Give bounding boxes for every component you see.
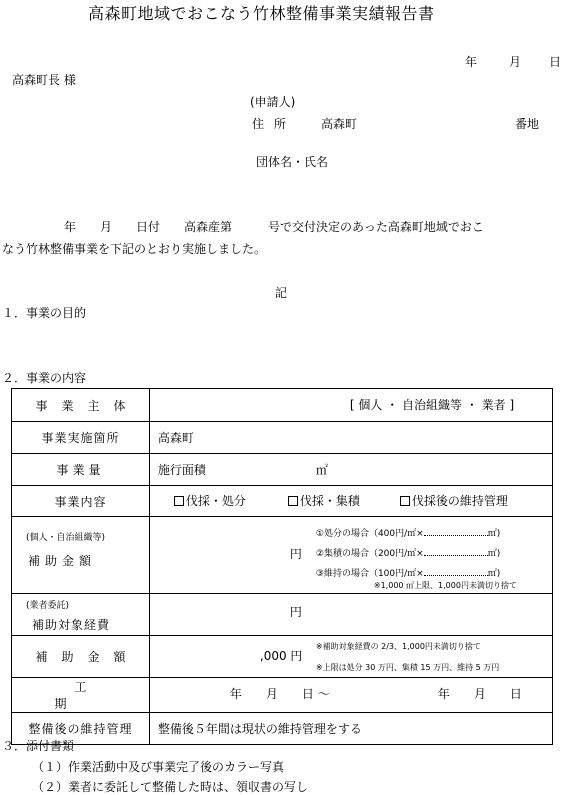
contractor-sublabel: (業者委託): [26, 601, 70, 611]
construction-period-label: 工期: [54, 680, 127, 711]
body-line-2: なう竹林整備事業を下記のとおり実施しました。: [2, 242, 267, 256]
period-end: 年 月 日: [437, 687, 522, 701]
project-location-value: 高森町: [157, 431, 194, 445]
date-day: 日: [549, 55, 561, 69]
applicant-label: (申請人): [250, 95, 296, 109]
row-project-entity: [12, 389, 553, 422]
body-line-1: 年 月 日付 高森産第 号で交付決定のあった高森町地域でおこ: [64, 220, 484, 234]
subsidy-target-expense-label: 補助対象経費: [32, 618, 111, 632]
subsidy-cap-note: ※上限は処分 30 万円、集積 15 万円、維持 5 万円: [315, 663, 500, 672]
area-limit-note: ※1,000 ㎡上限、1,000円未満切り捨て: [373, 581, 517, 590]
attachment-2: （２）業者に委託して整備した時は、領収書の写し: [32, 780, 309, 794]
section-content: ２．事業の内容: [2, 371, 87, 385]
row-construction-period: [12, 678, 553, 713]
case-maintain: ③維持の場合（100円/㎡×: [315, 569, 424, 579]
period-start: 年 月 日 ～: [229, 687, 330, 701]
date-year: 年: [465, 55, 478, 69]
option-cut-dispose: 伐採・処分: [185, 494, 246, 508]
post-maintenance-label: 整備後の維持管理: [12, 713, 150, 745]
checkbox-maintenance[interactable]: [400, 496, 410, 506]
subsidy-amount-value: ,000 円: [259, 649, 303, 663]
project-details-label: 事業内容: [12, 486, 150, 517]
checkbox-cut-collect[interactable]: [288, 496, 298, 506]
option-maintenance: 伐採後の維持管理: [411, 494, 508, 508]
case-dispose: ①処分の場合（400円/㎡×: [315, 529, 424, 539]
subsidy-individual-label: 補助金額: [28, 554, 97, 568]
option-cut-collect: 伐採・集積: [299, 494, 360, 508]
project-volume-label: 事業量: [56, 463, 105, 477]
section-attachments: ３．添付書類: [2, 739, 75, 753]
banchi-label: 番地: [515, 117, 540, 131]
section-purpose: １．事業の目的: [2, 306, 87, 320]
attachment-1: （１）作業活動中及び事業完了後のカラー写真: [32, 760, 285, 774]
case-collect-area-field[interactable]: [424, 546, 488, 556]
row-project-details: [12, 486, 553, 517]
row-subsidy-individual: [12, 517, 553, 594]
subsidy-amount-label: 補助金額: [35, 650, 140, 664]
case-collect-unit: ㎡): [487, 549, 501, 559]
row-project-location: [12, 422, 553, 454]
document-title: 高森町地域でおこなう竹林整備事業実績報告書: [88, 4, 435, 23]
address-town: 高森町: [321, 117, 358, 131]
row-subsidy-contractor: [12, 594, 553, 636]
case-collect: ②集積の場合（200円/㎡×: [315, 549, 424, 559]
project-entity-label: 事業主体: [35, 398, 140, 413]
post-maintenance-value: 整備後５年間は現状の維持管理をする: [157, 722, 362, 736]
checkbox-cut-dispose[interactable]: [174, 496, 184, 506]
case-dispose-unit: ㎡): [487, 529, 501, 539]
project-location-label: 事業実施箇所: [12, 422, 150, 454]
subsidy-target-expense-yen: 円: [289, 605, 302, 619]
subsidy-individual-yen: 円: [289, 547, 302, 561]
subsidy-individual-sublabel: (個人・自治組織等): [26, 533, 106, 543]
date-month: 月: [509, 55, 522, 69]
project-content-table: [11, 388, 553, 745]
project-volume-area-label: 施行面積: [157, 463, 206, 477]
row-project-volume: [12, 454, 553, 486]
case-maintain-area-field[interactable]: [424, 566, 488, 576]
addressee: 高森町長 様: [12, 73, 76, 87]
case-dispose-area-field[interactable]: [424, 526, 488, 536]
address-label: 住 所: [252, 117, 289, 131]
row-subsidy-amount: [12, 636, 553, 678]
project-entity-options: [ 個人 ・ 自治組織等 ・ 業者 ]: [349, 398, 515, 412]
ki-heading: 記: [275, 286, 288, 300]
project-volume-unit: ㎡: [315, 463, 328, 477]
org-name-label: 団体名・氏名: [256, 155, 329, 169]
subsidy-ratio-note: ※補助対象経費の 2/3、1,000円未満切り捨て: [315, 642, 481, 651]
case-maintain-unit: ㎡): [487, 569, 501, 579]
row-post-maintenance: [12, 713, 553, 745]
